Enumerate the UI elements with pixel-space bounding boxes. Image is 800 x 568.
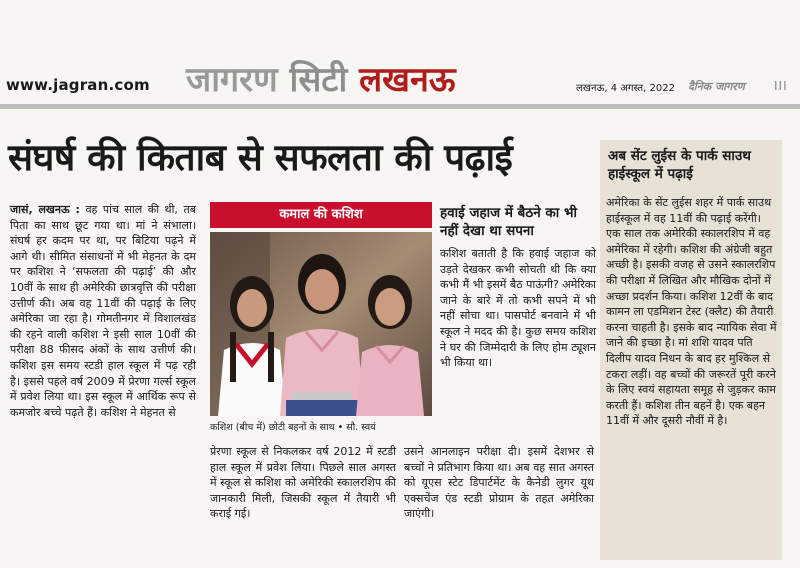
- photo-image: [210, 232, 432, 416]
- masthead-title: [186, 60, 456, 100]
- paper-name: दैनिक जागरण: [688, 80, 745, 93]
- article-column-3: कशिश बताती है कि हवाई जहाज को उड़ते देखकर कभी सोचती थी कि क्या कभी मैं भी इसमें बैठ पाऊंगी? अमेरिका जाने के बारे में तो कभी सपने में भी नहीं सोचा था। पासपोर्ट बनवाने में भी स्कूल ने मदद की है। कुछ समय कशिश ने घर की जिम्मेदारी के लिए होम ट्यूशन भी किया था।: [440, 247, 596, 370]
- photo-caption: कशिश (बीच में) छोटी बहनों के साथ • सौ. स्वयं: [210, 422, 376, 433]
- site-url: www.jagran.com: [6, 76, 150, 94]
- photo-label: कमाल की कशिश: [210, 202, 432, 228]
- sidebar-body: अमेरिका के सेंट लुईस शहर में पार्क साउथ हाईस्कूल में वह 11वीं की पढ़ाई करेंगी। एक साल तक अमेरिकी स्कालरशिप में वह अमेरिका में रहेगी। कशिश की अंग्रेजी बहुत अच्छी है। इसकी वजह से उसने स्कालरशिप की परीक्षा में लिखित और मौखिक दोनों में अच्छा प्रदर्शन किया। कशिश 12वीं के बाद कामन ला एडमिशन टेस्ट (क्लैट) की तैयारी करना चाहती है। इसके बाद न्यायिक सेवा में जाने की इच्छा है। मां शशि यादव पति दिलीप यादव निधन के बाद हर मुश्किल से टकरा लड़ीं। वह बच्चों की जरूरतें पूरी करने के लिए स्वयं सहायता समूह से जुड़कर काम करती हैं। कशिश तीन बहनें है। एक बहन 11वीं में और दूसरी नौवीं में है।: [606, 196, 777, 428]
- article-lead: जासं, लखनऊ :: [10, 203, 80, 216]
- article-headline: संघर्ष की किताब से सफलता की पढ़ाई: [8, 136, 513, 179]
- article-column-2-bottom: प्रेरणा स्कूल से निकलकर वर्ष 2012 में स्टडी हाल स्कूल में प्रवेश लिया। पिछले साल अगस्त में स्कूल से कशिश को अमेरिकी स्कालरशिप की जानकारी मिली, जिसकी स्कूल में तैयारी भी कराई गई।: [210, 445, 396, 521]
- dateline: लखनऊ, 4 अगस्त, 2022: [576, 83, 675, 94]
- masthead-brand: जागरण: [186, 60, 278, 100]
- article-photo: [210, 232, 432, 416]
- sidebar-title: अब सेंट लुईस के पार्क साउथ हाईस्कूल में पढ़ाई: [608, 148, 751, 182]
- masthead-city: सिटी: [289, 60, 348, 100]
- article-column-3-bottom: उसने आनलाइन परीक्षा दी। इसमें देशभर से बच्चों ने प्रतिभाग किया था। अब वह सात अगस्त को यूएस स्टेट डिपार्टमेंट के कैनेडी लुगर यूथ एक्सचेंज एंड स्टडी प्रोग्राम के तहत अमेरिका जाएंगी।: [404, 445, 594, 521]
- article-column-1: [10, 202, 196, 420]
- article-column-1-text: वह पांच साल की थी, तब पिता का साथ छूट गया था। मां ने संभाला। संघर्ष हर कदम पर था, पर बिटिया पढ़ने में आगे थी। सीमित संसाधनों में भी मेहनत के दम पर कशिश ने ‘सफलता की पढ़ाई’ की और 10वीं के साथ ही अमेरिकी छात्रवृत्ति की परीक्षा उत्तीर्ण की। अब वह 11वीं की पढ़ाई के लिए अमेरिका जा रहा है। गोमतीनगर में विशालखंड की रहने वाली कशिश ने इसी साल 10वीं की परीक्षा 88 फीसद अंकों के साथ उत्तीर्ण की। कशिश इस समय स्टडी हाल स्कूल में पढ़ रही है। इससे पहले वर्ष 2009 में प्रेरणा गर्ल्स स्कूल में प्रवेश लिया था। इस स्कूल में आर्थिक रूप से कमजोर बच्चे पढ़ते हैं। कशिश ने मेहनत से: [10, 203, 196, 419]
- masthead-place: लखनऊ: [359, 60, 456, 100]
- masthead-rule: [0, 104, 800, 109]
- article-subhead: हवाई जहाज में बैठने का भी नहीं देखा था सपना: [440, 205, 577, 239]
- masthead-bars: III: [774, 79, 788, 93]
